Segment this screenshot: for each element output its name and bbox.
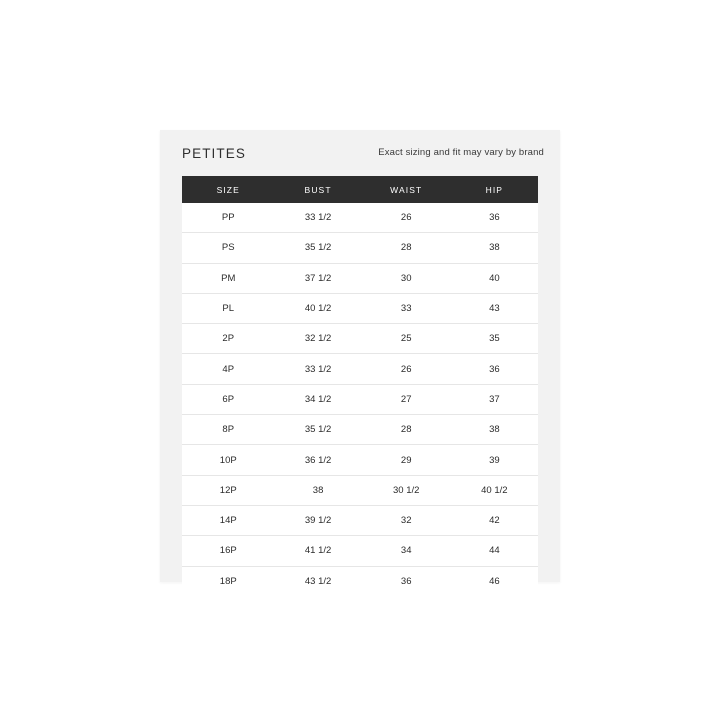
table-body (182, 203, 538, 596)
cell-hip: 46 (451, 566, 538, 596)
table-row (182, 263, 538, 293)
cell-waist: 34 (362, 536, 451, 566)
table-row (182, 445, 538, 475)
cell-waist: 29 (362, 445, 451, 475)
card-header (160, 130, 560, 176)
column-header-waist: WAIST (362, 176, 451, 203)
cell-waist: 33 (362, 293, 451, 323)
table-row (182, 324, 538, 354)
cell-size: 4P (182, 354, 274, 384)
table-row (182, 233, 538, 263)
cell-waist: 26 (362, 354, 451, 384)
cell-hip: 36 (451, 203, 538, 233)
table-row (182, 203, 538, 233)
cell-bust: 33 1/2 (274, 354, 361, 384)
cell-bust: 40 1/2 (274, 293, 361, 323)
cell-size: 10P (182, 445, 274, 475)
cell-bust: 35 1/2 (274, 415, 361, 445)
cell-size: 12P (182, 475, 274, 505)
cell-hip: 42 (451, 505, 538, 535)
cell-bust: 37 1/2 (274, 263, 361, 293)
cell-size: 2P (182, 324, 274, 354)
table-row (182, 415, 538, 445)
cell-bust: 39 1/2 (274, 505, 361, 535)
cell-bust: 32 1/2 (274, 324, 361, 354)
cell-bust: 38 (274, 475, 361, 505)
cell-bust: 41 1/2 (274, 536, 361, 566)
cell-size: PL (182, 293, 274, 323)
cell-waist: 30 (362, 263, 451, 293)
size-table (182, 176, 538, 596)
cell-size: 18P (182, 566, 274, 596)
cell-waist: 28 (362, 233, 451, 263)
sizing-disclaimer: Exact sizing and fit may vary by brand (378, 147, 544, 158)
cell-waist: 30 1/2 (362, 475, 451, 505)
table-header-row (182, 176, 538, 203)
cell-bust: 43 1/2 (274, 566, 361, 596)
cell-hip: 40 1/2 (451, 475, 538, 505)
table-row (182, 475, 538, 505)
cell-waist: 32 (362, 505, 451, 535)
column-header-size: SIZE (182, 176, 274, 203)
table-row (182, 505, 538, 535)
cell-size: PM (182, 263, 274, 293)
cell-size: PP (182, 203, 274, 233)
table-row (182, 384, 538, 414)
table-header (182, 176, 538, 203)
cell-bust: 33 1/2 (274, 203, 361, 233)
cell-hip: 38 (451, 415, 538, 445)
cell-hip: 36 (451, 354, 538, 384)
cell-hip: 35 (451, 324, 538, 354)
table-row (182, 536, 538, 566)
table-row (182, 566, 538, 596)
cell-size: 16P (182, 536, 274, 566)
table-row (182, 293, 538, 323)
cell-waist: 28 (362, 415, 451, 445)
cell-size: 6P (182, 384, 274, 414)
column-header-hip: HIP (451, 176, 538, 203)
cell-hip: 37 (451, 384, 538, 414)
cell-bust: 36 1/2 (274, 445, 361, 475)
cell-size: 8P (182, 415, 274, 445)
size-table-container (182, 176, 538, 596)
cell-waist: 36 (362, 566, 451, 596)
cell-bust: 35 1/2 (274, 233, 361, 263)
cell-size: PS (182, 233, 274, 263)
cell-waist: 27 (362, 384, 451, 414)
cell-hip: 44 (451, 536, 538, 566)
size-chart-card (160, 130, 560, 587)
cell-size: 14P (182, 505, 274, 535)
cell-bust: 34 1/2 (274, 384, 361, 414)
cell-hip: 39 (451, 445, 538, 475)
cell-hip: 43 (451, 293, 538, 323)
table-row (182, 354, 538, 384)
page-title: PETITES (182, 145, 246, 161)
cell-hip: 40 (451, 263, 538, 293)
cell-waist: 25 (362, 324, 451, 354)
column-header-bust: BUST (274, 176, 361, 203)
cell-hip: 38 (451, 233, 538, 263)
cell-waist: 26 (362, 203, 451, 233)
